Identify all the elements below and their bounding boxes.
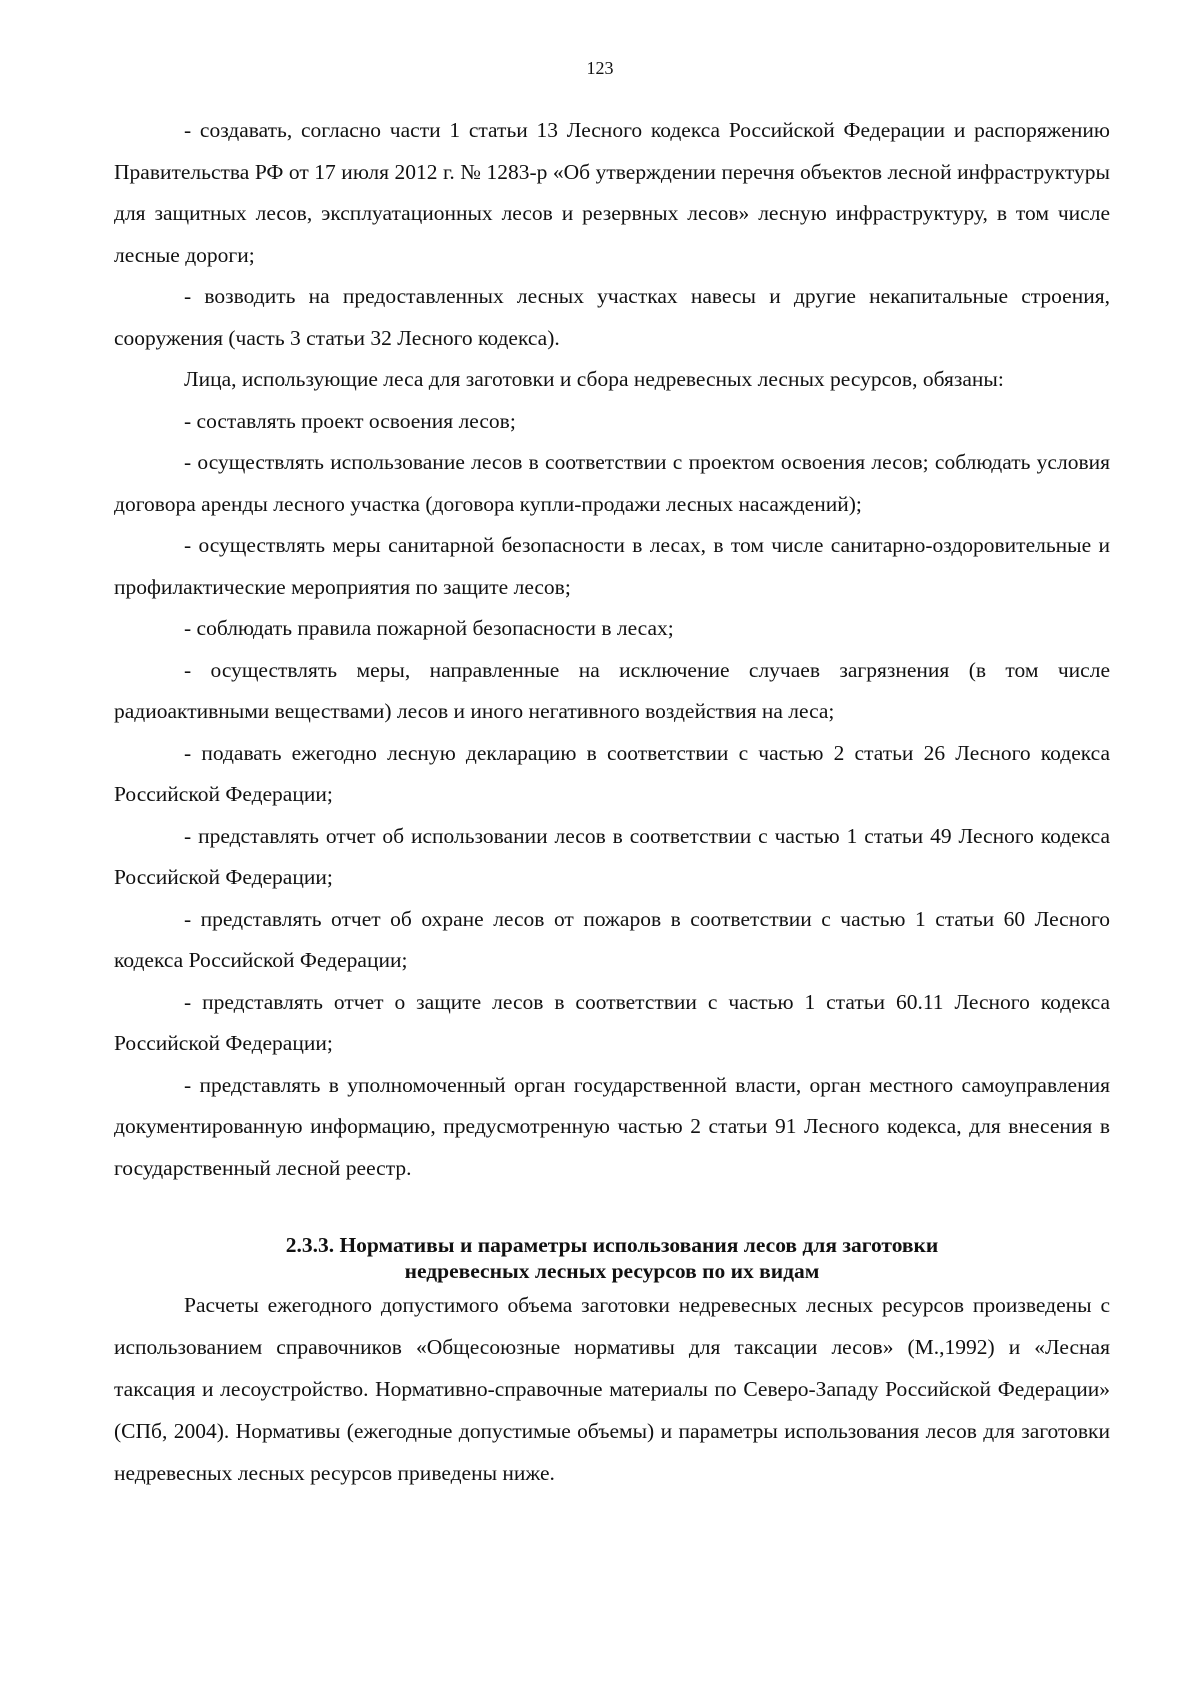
paragraph-development-project: - составлять проект освоения лесов;	[184, 408, 516, 433]
paragraph-fire-protection-report: - представлять отчет об охране лесов от пожаров в соответствии с частью 1 статьи 60 Лесного кодекса Российской Федерации;	[114, 906, 1110, 972]
paragraph-forest-protection-report: - представлять отчет о защите лесов в соответствии с частью 1 статьи 60.11 Лесного кодекса Российской Федерации;	[114, 989, 1110, 1055]
section-heading	[114, 1232, 1110, 1284]
paragraph-fire-safety: - соблюдать правила пожарной безопасности в лесах;	[184, 616, 674, 640]
paragraph-sanitary-measures: - осуществлять меры санитарной безопасности в лесах, в том числе санитарно-оздоровительные и профилактические мероприятия по защите лесов;	[114, 533, 1110, 599]
paragraph-create-infrastructure: - создавать, согласно части 1 статьи 13 Лесного кодекса Российской Федерации и распоряжению Правительства РФ от 17 июля 2012 г. № 1283-р «Об утверждении перечня объектов лесной инфраструктуры для защитных лесов, эксплуатационных лесов и резервных лесов» лесную инфраструктуру, в том числе лесные дороги;	[114, 118, 1110, 267]
paragraph-build-structures: - возводить на предоставленных лесных участках навесы и другие некапитальные строения, сооружения (часть 3 статьи 32 Лесного кодекса).	[114, 284, 1110, 350]
section-2-3-3	[114, 1232, 1110, 1494]
body-text	[114, 110, 1110, 1189]
paragraph-obligations-intro: Лица, использующие леса для заготовки и сбора недревесных лесных ресурсов, обязаны:	[184, 367, 1004, 391]
paragraph-forest-declaration: - подавать ежегодно лесную декларацию в соответствии с частью 2 статьи 26 Лесного кодекса Российской Федерации;	[114, 740, 1110, 806]
paragraph-registry-information: - представлять в уполномоченный орган государственной власти, орган местного самоуправления документированную информацию, предусмотренную частью 2 статьи 91 Лесного кодекса, для внесения в государственный лесной реестр.	[114, 1072, 1110, 1180]
section-heading-line-1: 2.3.3. Нормативы и параметры использования лесов для заготовки	[285, 1233, 939, 1257]
paragraph-use-per-project: - осуществлять использование лесов в соответствии с проектом освоения лесов; соблюдать условия договора аренды лесного участка (договора купли-продажи лесных насаждений);	[114, 450, 1110, 516]
paragraph-usage-report: - представлять отчет об использовании лесов в соответствии с частью 1 статьи 49 Лесного кодекса Российской Федерации;	[114, 823, 1110, 889]
section-intro-paragraph: Расчеты ежегодного допустимого объема заготовки недревесных лесных ресурсов произведены с использованием справочников «Общесоюзные нормативы для таксации лесов» (М.,1992) и «Лесная таксация и лесоустройство. Нормативно-справочные материалы по Северо-Западу Российской Федерации» (СПб, 2004). Нормативы (ежегодные допустимые объемы) и параметры использования лесов для заготовки недревесных лесных ресурсов приведены ниже.	[114, 1293, 1110, 1485]
page-number: 123	[586, 58, 614, 78]
section-heading-line-2: недревесных лесных ресурсов по их видам	[404, 1259, 820, 1283]
paragraph-pollution-prevention: - осуществлять меры, направленные на исключение случаев загрязнения (в том числе радиоактивными веществами) лесов и иного негативного воздействия на леса;	[114, 657, 1110, 723]
